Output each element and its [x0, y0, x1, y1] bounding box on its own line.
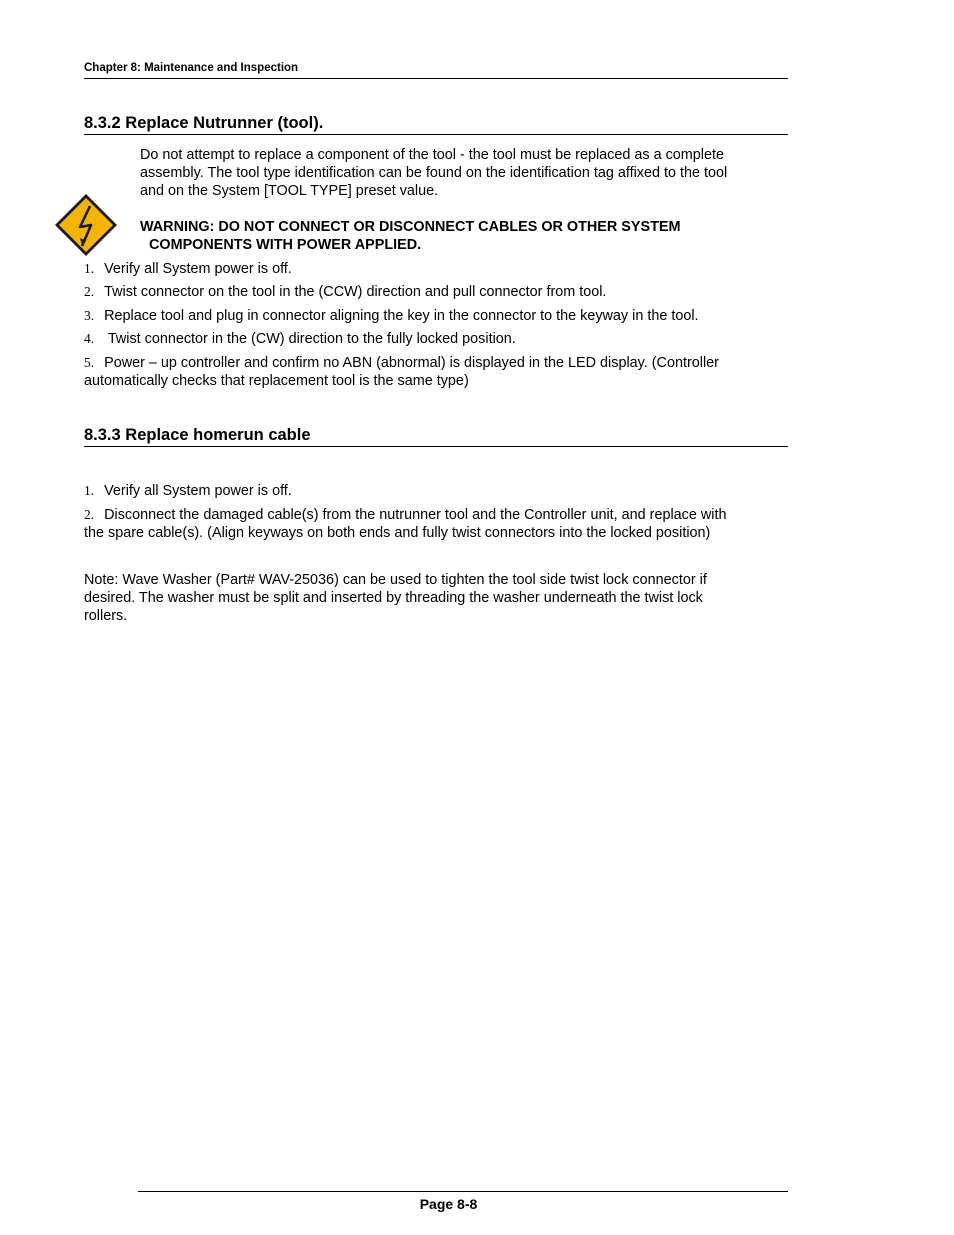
section-833-title: 8.3.3 Replace homerun cable	[84, 426, 311, 444]
list-item	[84, 330, 788, 348]
intro-line: Do not attempt to replace a component of the tool - the tool must be replaced as a complete	[140, 147, 724, 163]
list-number: 1.	[84, 483, 95, 498]
section-833-rule	[84, 446, 788, 447]
list-item	[84, 354, 788, 390]
high-voltage-warning-icon	[53, 192, 119, 258]
chapter-header: Chapter 8: Maintenance and Inspection	[84, 62, 299, 74]
header-rule	[84, 78, 788, 79]
list-item	[84, 283, 788, 301]
warning-line: COMPONENTS WITH POWER APPLIED.	[149, 237, 422, 253]
list-number: 2.	[84, 507, 95, 522]
note-paragraph	[84, 571, 788, 625]
list-text: the spare cable(s). (Align keyways on both ends and fully twist connectors into the locked position)	[84, 525, 711, 541]
list-item	[84, 482, 788, 500]
note-line: Note: Wave Washer (Part# WAV-25036) can be used to tighten the tool side twist lock connector if	[84, 572, 707, 588]
list-number: 4.	[84, 331, 95, 346]
list-number: 2.	[84, 284, 95, 299]
list-text: automatically checks that replacement tool is the same type)	[84, 373, 469, 389]
footer-rule	[138, 1191, 788, 1192]
section-832-title: 8.3.2 Replace Nutrunner (tool).	[84, 114, 324, 132]
warning-text	[140, 218, 790, 254]
list-number: 3.	[84, 308, 95, 323]
note-line: desired. The washer must be split and inserted by threading the washer underneath the twist lock	[84, 590, 703, 606]
list-text: Twist connector on the tool in the (CCW) direction and pull connector from tool.	[104, 284, 607, 300]
list-text: Replace tool and plug in connector aligning the key in the connector to the keyway in the tool.	[104, 308, 699, 324]
intro-line: assembly. The tool type identification can be found on the identification tag affixed to the tool	[140, 165, 728, 181]
list-item	[84, 506, 788, 542]
page-number: Page 8-8	[419, 1196, 478, 1212]
warning-line: WARNING: DO NOT CONNECT OR DISCONNECT CABLES OR OTHER SYSTEM	[140, 219, 681, 235]
section-832-intro	[140, 146, 790, 200]
section-832-rule	[84, 134, 788, 135]
intro-line: and on the System [TOOL TYPE] preset value.	[140, 183, 439, 199]
list-item	[84, 260, 788, 278]
list-text: Twist connector in the (CW) direction to the fully locked position.	[104, 331, 516, 347]
note-line: rollers.	[84, 608, 128, 624]
list-item	[84, 307, 788, 325]
list-text: Disconnect the damaged cable(s) from the nutrunner tool and the Controller unit, and replace with	[104, 507, 727, 523]
list-text: Verify all System power is off.	[104, 261, 292, 277]
list-text: Power – up controller and confirm no ABN (abnormal) is displayed in the LED display. (Controller	[104, 355, 719, 371]
list-number: 5.	[84, 355, 95, 370]
list-text: Verify all System power is off.	[104, 483, 292, 499]
list-number: 1.	[84, 261, 95, 276]
